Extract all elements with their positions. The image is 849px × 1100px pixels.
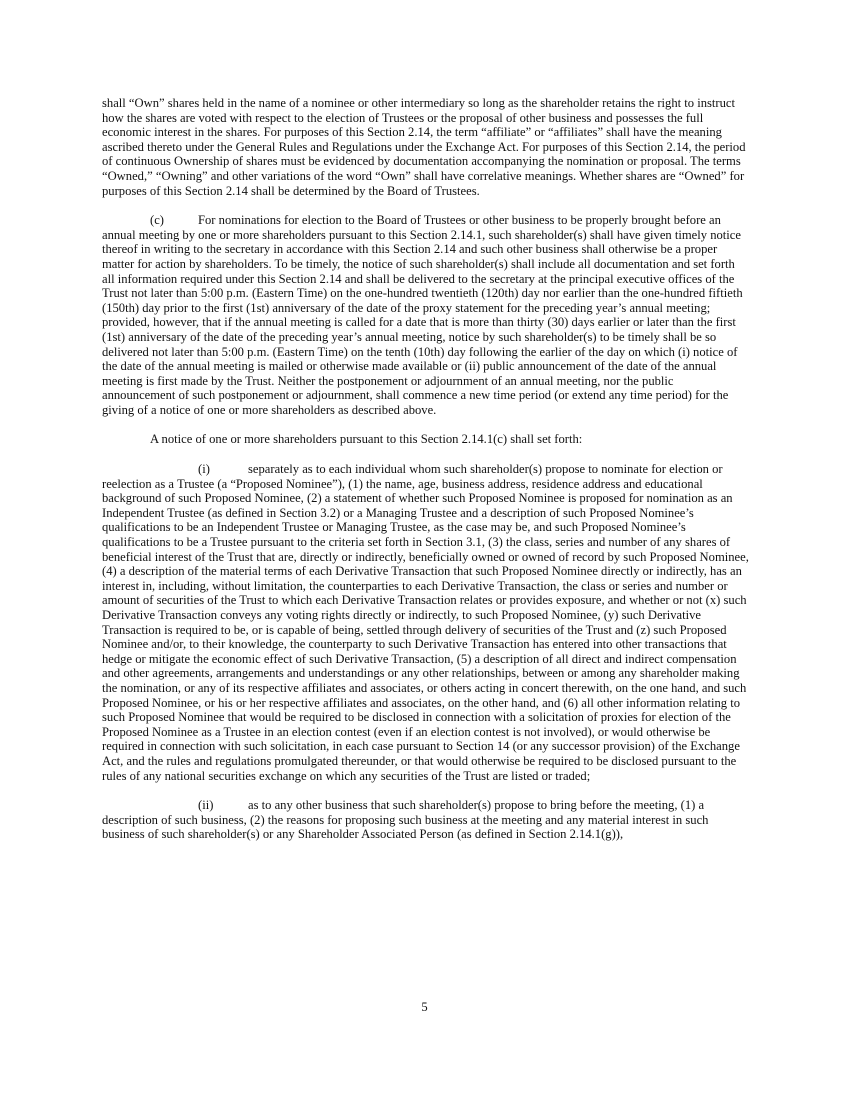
clause-marker-c: (c)	[150, 213, 164, 228]
clause-marker-i: (i)	[198, 462, 210, 477]
paragraph-i-proposed-nominee	[102, 462, 750, 783]
paragraph-text: separately as to each individual whom such shareholder(s) propose to nominate for election or reelection as a Trustee (a “Proposed Nominee”), (1) the name, age, business address, residence address and educational background of such Proposed Nominee, (2) a statement of whether such Proposed Nominee is proposed for nomination as an Independent Trustee (as defined in Section 3.2) or a Managing Trustee and a description of such Proposed Nominee’s qualifications to be an Independent Trustee or Managing Trustee, as the case may be, and such Proposed Nominee’s qualifications to be a Trustee pursuant to the criteria set forth in Section 3.1, (3) the class, series and number of any shares of beneficial interest of the Trust that are, directly or indirectly, beneficially owned or owned of record by such Proposed Nominee, (4) a description of the material terms of each Derivative Transaction that such Proposed Nominee directly or indirectly, has an interest in, including, without limitation, the counterparties to each Derivative Transaction, the class or series and number or amount of securities of the Trust to which each Derivative Transaction relates or provides exposure, and whether or not (x) such Derivative Transaction conveys any voting rights directly or indirectly, to such Proposed Nominee, (y) such Derivative Transaction is required to be, or is capable of being, settled through delivery of securities of the Trust and (z) such Proposed Nominee and/or, to their knowledge, the counterparty to such Derivative Transaction has entered into other transactions that hedge or mitigate the economic effect of such Derivative Transaction, (5) a description of all direct and indirect compensation and other agreements, arrangements and understandings or any other relationships, between or among any shareholder making the nomination, or any of its respective affiliates and associates, or others acting in concert therewith, on the one hand, and such Proposed Nominee, or his or her respective affiliates and associates, on the other hand, and (6) all other information relating to such Proposed Nominee that would be required to be disclosed in connection with a solicitation of proxies for election of the Proposed Nominee as a Trustee in an election contest (even if an election contest is not involved), or would otherwise be required in connection with such solicitation, in each case pursuant to Section 14 (or any successor provision) of the Exchange Act, and the rules and regulations promulgated thereunder, or that would otherwise be required to be disclosed pursuant to the rules of any national securities exchange on which any securities of the Trust are listed or traded;	[102, 462, 749, 783]
paragraph-text: as to any other business that such shareholder(s) propose to bring before the meeting, (1) a description of such business, (2) the reasons for proposing such business at the meeting and any material interest in such business of such shareholder(s) or any Shareholder Associated Person (as defined in Section 2.14.1(g)),	[102, 798, 709, 842]
paragraph-ii-other-business	[102, 798, 750, 842]
document-page	[102, 96, 750, 857]
paragraph-notice-contents	[102, 432, 750, 447]
paragraph-text: For nominations for election to the Board of Trustees or other business to be properly brought before an annual meeting by one or more shareholders pursuant to this Section 2.14.1, such shareholder(s) shall have given timely notice thereof in writing to the secretary in accordance with this Section 2.14 and such other business shall otherwise be a proper matter for action by shareholders. To be timely, the notice of such shareholder(s) shall include all documentation and set forth all information required under this Section 2.14 and shall be delivered to the secretary at the principal executive offices of the Trust not later than 5:00 p.m. (Eastern Time) on the one-hundred twentieth (120th) day nor earlier than the one-hundred fiftieth (150th) day prior to the first (1st) anniversary of the date of the proxy statement for the preceding year’s annual meeting; provided, however, that if the annual meeting is called for a date that is more than thirty (30) days earlier or later than the first (1st) anniversary of the date of the preceding year’s annual meeting, notice by such shareholder(s) to be timely shall be so delivered not later than 5:00 p.m. (Eastern Time) on the tenth (10th) day following the earlier of the day on which (i) notice of the date of the annual meeting is mailed or otherwise made available or (ii) public announcement of the date of the annual meeting is first made by the Trust. Neither the postponement or adjournment of an annual meeting, nor the public announcement of such postponement or adjournment, shall commence a new time period (or extend any time period) for the giving of a notice of one or more shareholders as described above.	[102, 213, 743, 417]
paragraph-c-timely-notice	[102, 213, 750, 417]
page-number: 5	[421, 1000, 428, 1014]
paragraph-own-definition	[102, 96, 750, 198]
clause-marker-ii: (ii)	[198, 798, 214, 813]
paragraph-text: A notice of one or more shareholders pursuant to this Section 2.14.1(c) shall set forth:	[150, 432, 583, 447]
paragraph-text: shall “Own” shares held in the name of a nominee or other intermediary so long as the shareholder retains the right to instruct how the shares are voted with respect to the election of Trustees or the proposal of other business and possesses the full economic interest in the shares. For purposes of this Section 2.14, the term “affiliate” or “affiliates” shall have the meaning ascribed thereto under the General Rules and Regulations under the Exchange Act. For purposes of this Section 2.14, the period of continuous Ownership of shares must be evidenced by documentation accompanying the nomination or proposal. The terms “Owned,” “Owning” and other variations of the word “Own” shall have correlative meanings. Whether shares are “Owned” for purposes of this Section 2.14 shall be determined by the Board of Trustees.	[102, 96, 746, 198]
